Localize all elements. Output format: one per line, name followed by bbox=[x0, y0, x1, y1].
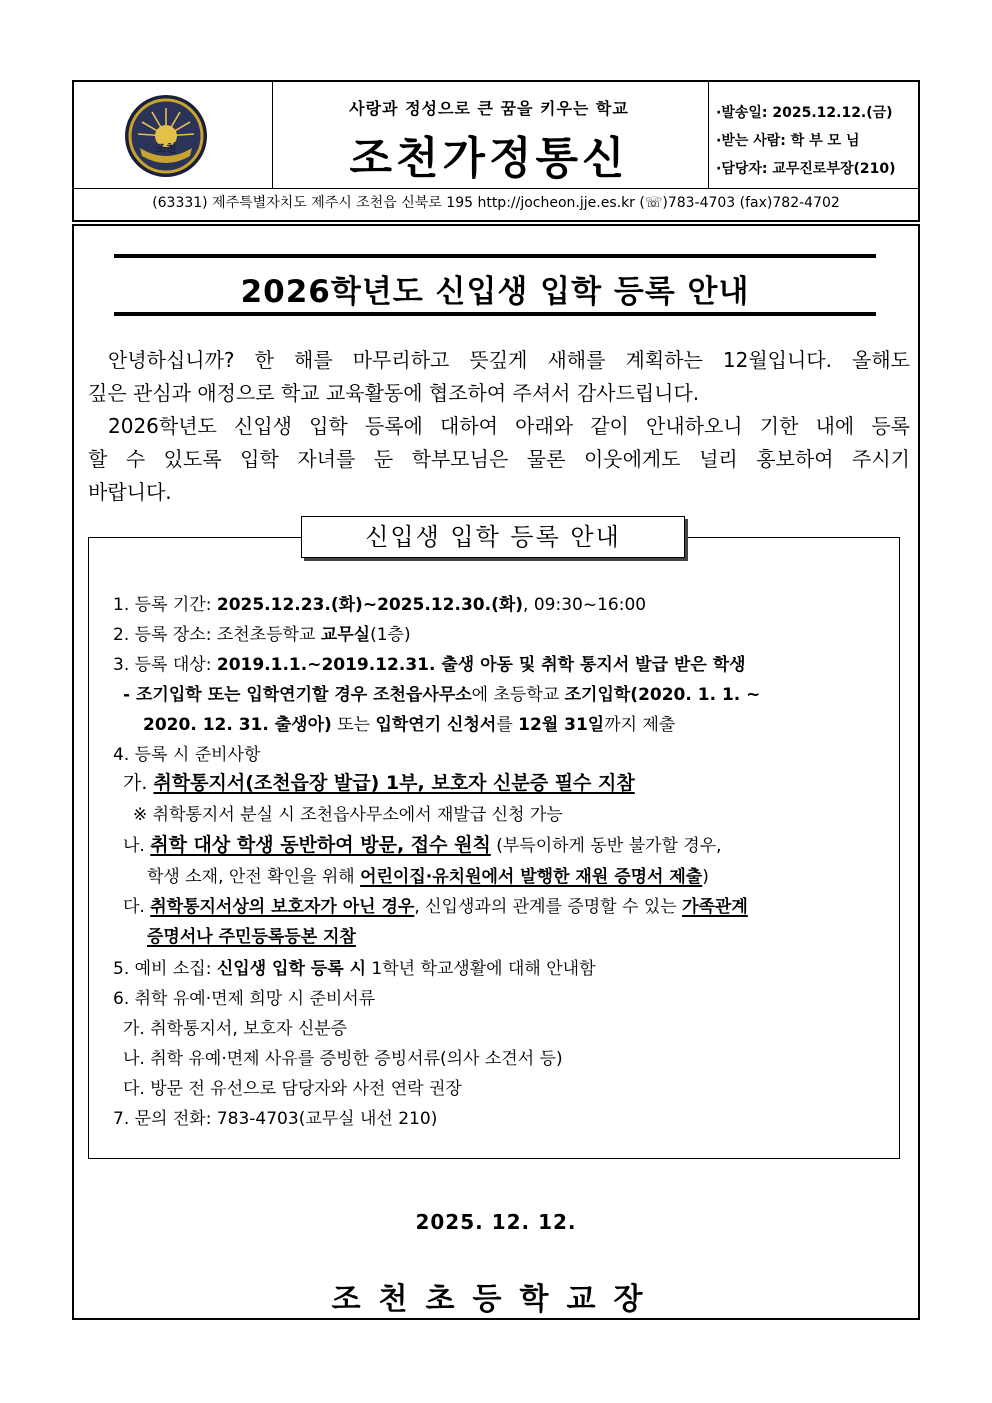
item-rest: (1층) bbox=[370, 625, 411, 645]
item-strong: 신입생 입학 등록 시 bbox=[216, 959, 366, 979]
item-target-note-line2 bbox=[143, 710, 675, 735]
item-strong: 어린이집·유치원에서 발행한 재원 증명서 제출 bbox=[360, 867, 703, 887]
note-text: 를 bbox=[496, 715, 519, 735]
note-strong: 조기입학 bbox=[564, 685, 631, 705]
contact-person: ·담당자: 교무진로부장(210) bbox=[716, 161, 896, 177]
intro-line: 바랍니다. bbox=[88, 480, 172, 504]
note-strong: 12월 31일 bbox=[518, 715, 605, 735]
recipient: ·받는 사람: 학 부 모 님 bbox=[716, 133, 860, 149]
item-place bbox=[113, 620, 411, 645]
intro-line: 깊은 관심과 애정으로 학교 교육활동에 협조하여 주셔서 감사드립니다. bbox=[88, 381, 700, 405]
header-divider bbox=[708, 82, 709, 188]
title-rule bbox=[114, 312, 876, 316]
item-strong: 증명서나 주민등록등본 지참 bbox=[147, 927, 356, 947]
item-rest: (부득이하게 동반 불가할 경우, bbox=[490, 836, 722, 856]
note-strong: 2020. 12. 31. 출생아) bbox=[143, 715, 332, 735]
newsletter-title: 조천가정통신 bbox=[349, 133, 629, 184]
send-date: ·발송일: 2025.12.12.(금) bbox=[716, 105, 893, 121]
item-text: ) bbox=[702, 867, 709, 887]
item-label: 5. 예비 소집: bbox=[113, 959, 217, 979]
item-strong: 취학통지서상의 보호자가 아닌 경우 bbox=[150, 897, 415, 917]
item-strong: 취학통지서(조천읍장 발급) 1부, 보호자 신분증 필수 지참 bbox=[153, 772, 635, 794]
school-emblem-logo bbox=[124, 94, 208, 178]
principal-signature: 조천초등학교장 bbox=[331, 1282, 661, 1317]
item-strong: 2019.1.1.~2019.12.31. 출생 아동 및 취학 통지서 발급 받은 학생 bbox=[216, 655, 746, 675]
item-rest: 1학년 학교생활에 대해 안내함 bbox=[366, 959, 596, 979]
item-label: 3. 등록 대상: bbox=[113, 655, 217, 675]
item-rest: , 신입생과의 관계를 증명할 수 있는 bbox=[414, 897, 683, 917]
item-text: 학생 소재, 안전 확인을 위해 bbox=[147, 867, 361, 887]
note-strong: (2020. 1. 1. ~ bbox=[630, 685, 761, 705]
issue-date: 2025. 12. 12. bbox=[415, 1210, 577, 1234]
note-text: 또는 bbox=[331, 715, 376, 735]
item-strong: 가족관계 bbox=[682, 897, 748, 917]
note-strong: 입학연기 신청서 bbox=[375, 715, 497, 735]
note-text: 에 초등학교 bbox=[471, 685, 565, 705]
note-strong: - 조기입학 또는 입학연기할 경우 조천읍사무소 bbox=[123, 685, 472, 705]
item-contact: 7. 문의 전화: 783-4703(교무실 내선 210) bbox=[113, 1109, 438, 1129]
item-label: 2. 등록 장소: 조천초등학교 bbox=[113, 625, 321, 645]
intro-line: 2026학년도 신입생 입학 등록에 대하여 아래와 같이 안내하오니 기한 내에 등록 bbox=[108, 414, 910, 438]
item-target bbox=[113, 650, 746, 675]
item-target-note bbox=[123, 680, 760, 705]
school-address: (63331) 제주특별자치도 제주시 조천읍 신북로 195 http://jocheon.jje.es.kr (☏)783-4703 (fax)782-4702 bbox=[152, 195, 840, 211]
item-prep-c-line2 bbox=[147, 922, 356, 947]
item-prep-b bbox=[123, 830, 722, 857]
intro-line: 안녕하십니까? 한 해를 마무리하고 뜻깊게 새해를 계획하는 12월입니다. 올해도 bbox=[108, 348, 910, 372]
item-deferral-c: 다. 방문 전 유선으로 담당자와 사전 연락 권장 bbox=[123, 1079, 462, 1099]
item-deferral-b: 나. 취학 유예·면제 사유를 증빙한 증빙서류(의사 소견서 등) bbox=[123, 1049, 563, 1069]
item-strong: 교무실 bbox=[320, 625, 371, 645]
main-title-banner bbox=[114, 254, 876, 316]
item-prep-a bbox=[123, 768, 635, 795]
item-rest: , 09:30~16:00 bbox=[523, 595, 647, 615]
item-strong: 취학 대상 학생 동반하여 방문, 접수 원칙 bbox=[150, 834, 491, 856]
logo-text: 조천 bbox=[155, 142, 177, 155]
intro-line: 할 수 있도록 입학 자녀를 둔 학부모님은 물론 이웃에게도 널리 홍보하여 주시기 bbox=[88, 447, 910, 471]
title-rule bbox=[114, 254, 876, 258]
info-box-title: 신입생 입학 등록 안내 bbox=[301, 516, 685, 558]
item-orientation bbox=[113, 954, 596, 979]
item-strong: 2025.12.23.(화)~2025.12.30.(화) bbox=[216, 595, 524, 615]
item-period bbox=[113, 590, 646, 615]
item-prep-c bbox=[123, 892, 748, 917]
main-title: 2026학년도 신입생 입학 등록 안내 bbox=[240, 274, 750, 310]
item-prep-b-line2 bbox=[147, 862, 709, 887]
header-divider bbox=[272, 82, 273, 188]
item-prep-a-note: ※ 취학통지서 분실 시 조천읍사무소에서 재발급 신청 가능 bbox=[133, 805, 563, 825]
registration-info-box bbox=[88, 537, 900, 1159]
item-preparation: 4. 등록 시 준비사항 bbox=[113, 745, 261, 765]
item-label: 나. bbox=[123, 836, 151, 856]
item-label: 1. 등록 기간: bbox=[113, 595, 217, 615]
item-deferral: 6. 취학 유예·면제 희망 시 준비서류 bbox=[113, 989, 376, 1009]
header-divider bbox=[74, 188, 918, 189]
school-slogan: 사랑과 정성으로 큰 꿈을 키우는 학교 bbox=[349, 99, 629, 118]
newsletter-header bbox=[72, 80, 920, 222]
notice-body bbox=[72, 224, 920, 1320]
item-label: 가. bbox=[123, 772, 154, 794]
item-label: 다. bbox=[123, 897, 151, 917]
note-text: 까지 제출 bbox=[604, 715, 676, 735]
item-deferral-a: 가. 취학통지서, 보호자 신분증 bbox=[123, 1019, 348, 1039]
